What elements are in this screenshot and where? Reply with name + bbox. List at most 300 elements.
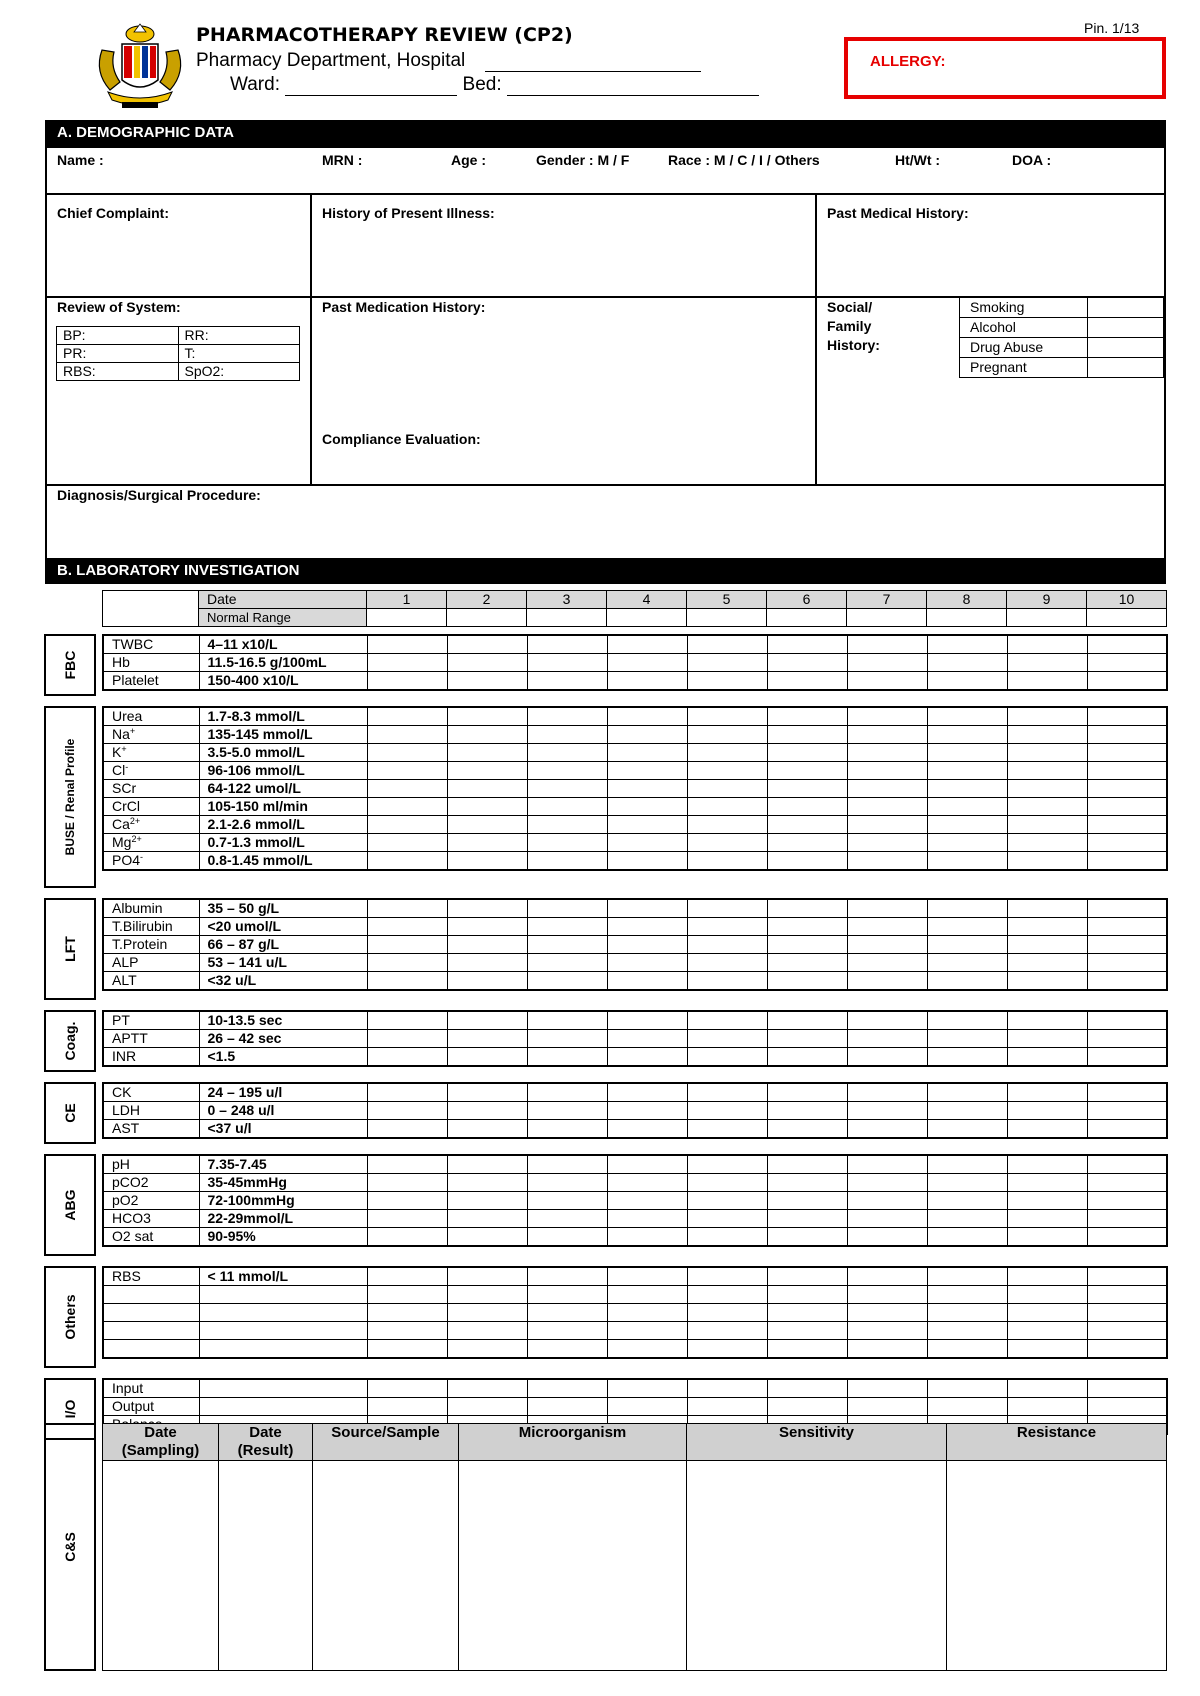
lab-value-cell[interactable] xyxy=(527,1011,607,1030)
lab-value-cell[interactable] xyxy=(367,1340,447,1359)
lab-value-cell[interactable] xyxy=(767,1210,847,1228)
lab-value-cell[interactable] xyxy=(1007,1398,1087,1416)
lab-value-cell[interactable] xyxy=(687,1304,767,1322)
date-entry-cell[interactable] xyxy=(1087,609,1167,627)
lab-value-cell[interactable] xyxy=(847,1192,927,1210)
lab-value-cell[interactable] xyxy=(1007,1192,1087,1210)
lab-value-cell[interactable] xyxy=(527,1155,607,1174)
chief-complaint-label[interactable]: Chief Complaint: xyxy=(57,205,169,221)
lab-value-cell[interactable] xyxy=(367,954,447,972)
date-entry-cell[interactable] xyxy=(447,609,527,627)
lab-value-cell[interactable] xyxy=(847,1304,927,1322)
lab-value-cell[interactable] xyxy=(687,852,767,871)
lab-value-cell[interactable] xyxy=(607,972,687,991)
lab-value-cell[interactable] xyxy=(447,635,527,654)
lab-value-cell[interactable] xyxy=(447,1304,527,1322)
lab-value-cell[interactable] xyxy=(1007,1030,1087,1048)
vital-cell[interactable]: RBS: xyxy=(57,363,179,381)
lab-value-cell[interactable] xyxy=(447,1398,527,1416)
lab-value-cell[interactable] xyxy=(447,954,527,972)
lab-value-cell[interactable] xyxy=(527,1379,607,1398)
lab-value-cell[interactable] xyxy=(1007,1228,1087,1247)
lab-value-cell[interactable] xyxy=(607,1210,687,1228)
lab-value-cell[interactable] xyxy=(1087,1267,1167,1286)
lab-value-cell[interactable] xyxy=(607,1048,687,1067)
lab-value-cell[interactable] xyxy=(687,1120,767,1139)
lab-value-cell[interactable] xyxy=(1007,762,1087,780)
lab-value-cell[interactable] xyxy=(367,1192,447,1210)
lab-value-cell[interactable] xyxy=(1087,1083,1167,1102)
lab-value-cell[interactable] xyxy=(1087,834,1167,852)
lab-value-cell[interactable] xyxy=(927,1048,1007,1067)
lab-value-cell[interactable] xyxy=(607,1267,687,1286)
lab-value-cell[interactable] xyxy=(847,1322,927,1340)
lab-value-cell[interactable] xyxy=(687,1267,767,1286)
lab-value-cell[interactable] xyxy=(527,635,607,654)
lab-value-cell[interactable] xyxy=(1087,1155,1167,1174)
lab-value-cell[interactable] xyxy=(767,1267,847,1286)
lab-value-cell[interactable] xyxy=(1087,798,1167,816)
lab-value-cell[interactable] xyxy=(367,1286,447,1304)
lab-value-cell[interactable] xyxy=(1007,834,1087,852)
vital-cell[interactable]: SpO2: xyxy=(178,363,300,381)
lab-value-cell[interactable] xyxy=(927,654,1007,672)
lab-value-cell[interactable] xyxy=(447,1192,527,1210)
lab-value-cell[interactable] xyxy=(527,954,607,972)
lab-value-cell[interactable] xyxy=(687,1192,767,1210)
lab-value-cell[interactable] xyxy=(687,1030,767,1048)
lab-value-cell[interactable] xyxy=(607,1174,687,1192)
lab-value-cell[interactable] xyxy=(1007,954,1087,972)
lab-value-cell[interactable] xyxy=(687,798,767,816)
date-entry-cell[interactable] xyxy=(767,609,847,627)
lab-value-cell[interactable] xyxy=(447,852,527,871)
lab-value-cell[interactable] xyxy=(927,1102,1007,1120)
lab-value-cell[interactable] xyxy=(847,936,927,954)
lab-value-cell[interactable] xyxy=(527,654,607,672)
lab-value-cell[interactable] xyxy=(1087,918,1167,936)
lab-value-cell[interactable] xyxy=(447,1174,527,1192)
lab-value-cell[interactable] xyxy=(927,1398,1007,1416)
lab-value-cell[interactable] xyxy=(447,936,527,954)
lab-value-cell[interactable] xyxy=(927,1228,1007,1247)
hospital-field[interactable] xyxy=(485,53,701,72)
lab-value-cell[interactable] xyxy=(687,1174,767,1192)
ward-field[interactable] xyxy=(285,77,457,96)
lab-value-cell[interactable] xyxy=(527,1267,607,1286)
lab-value-cell[interactable] xyxy=(447,1030,527,1048)
lab-value-cell[interactable] xyxy=(367,1322,447,1340)
lab-value-cell[interactable] xyxy=(767,1322,847,1340)
doa-label[interactable]: DOA : xyxy=(1012,152,1052,168)
lab-value-cell[interactable] xyxy=(367,798,447,816)
lab-value-cell[interactable] xyxy=(687,918,767,936)
pmh-label[interactable]: Past Medical History: xyxy=(827,205,969,221)
lab-value-cell[interactable] xyxy=(527,1192,607,1210)
lab-value-cell[interactable] xyxy=(687,1011,767,1030)
lab-value-cell[interactable] xyxy=(367,1267,447,1286)
lab-value-cell[interactable] xyxy=(687,707,767,726)
lab-value-cell[interactable] xyxy=(367,1210,447,1228)
lab-value-cell[interactable] xyxy=(527,1083,607,1102)
lab-value-cell[interactable] xyxy=(447,816,527,834)
lab-value-cell[interactable] xyxy=(847,1011,927,1030)
lab-value-cell[interactable] xyxy=(927,1322,1007,1340)
htwt-label[interactable]: Ht/Wt : xyxy=(895,152,941,168)
lab-value-cell[interactable] xyxy=(927,726,1007,744)
lab-value-cell[interactable] xyxy=(1007,972,1087,991)
lab-value-cell[interactable] xyxy=(847,1398,927,1416)
lab-value-cell[interactable] xyxy=(1007,798,1087,816)
lab-value-cell[interactable] xyxy=(847,1120,927,1139)
lab-value-cell[interactable] xyxy=(1007,1379,1087,1398)
lab-value-cell[interactable] xyxy=(1087,726,1167,744)
lab-value-cell[interactable] xyxy=(527,852,607,871)
lab-value-cell[interactable] xyxy=(367,635,447,654)
lab-value-cell[interactable] xyxy=(1007,1048,1087,1067)
lab-value-cell[interactable] xyxy=(527,707,607,726)
lab-value-cell[interactable] xyxy=(367,1048,447,1067)
bed-field[interactable] xyxy=(507,77,759,96)
cs-entry-cell[interactable] xyxy=(219,1461,313,1671)
lab-value-cell[interactable] xyxy=(767,1048,847,1067)
gender-label[interactable]: Gender : M / F xyxy=(536,152,630,168)
ros-label[interactable]: Review of System: xyxy=(57,299,181,315)
lab-value-cell[interactable] xyxy=(927,899,1007,918)
lab-value-cell[interactable] xyxy=(767,816,847,834)
lab-value-cell[interactable] xyxy=(367,1030,447,1048)
lab-value-cell[interactable] xyxy=(607,1322,687,1340)
cs-entry-cell[interactable] xyxy=(313,1461,459,1671)
social-item-value[interactable] xyxy=(1088,358,1164,378)
lab-value-cell[interactable] xyxy=(847,726,927,744)
lab-value-cell[interactable] xyxy=(447,1322,527,1340)
lab-value-cell[interactable] xyxy=(447,1228,527,1247)
vital-cell[interactable]: RR: xyxy=(178,327,300,345)
lab-value-cell[interactable] xyxy=(847,816,927,834)
lab-value-cell[interactable] xyxy=(367,762,447,780)
lab-value-cell[interactable] xyxy=(687,816,767,834)
lab-value-cell[interactable] xyxy=(607,780,687,798)
vital-cell[interactable]: PR: xyxy=(57,345,179,363)
lab-value-cell[interactable] xyxy=(767,744,847,762)
date-entry-cell[interactable] xyxy=(1007,609,1087,627)
lab-value-cell[interactable] xyxy=(927,918,1007,936)
lab-value-cell[interactable] xyxy=(367,1155,447,1174)
lab-value-cell[interactable] xyxy=(1087,780,1167,798)
lab-value-cell[interactable] xyxy=(687,1286,767,1304)
lab-value-cell[interactable] xyxy=(1087,762,1167,780)
lab-value-cell[interactable] xyxy=(687,1228,767,1247)
lab-value-cell[interactable] xyxy=(927,1267,1007,1286)
lab-value-cell[interactable] xyxy=(527,1340,607,1359)
lab-value-cell[interactable] xyxy=(687,1398,767,1416)
mrn-label[interactable]: MRN : xyxy=(322,152,363,168)
lab-value-cell[interactable] xyxy=(1087,1379,1167,1398)
lab-value-cell[interactable] xyxy=(927,834,1007,852)
lab-value-cell[interactable] xyxy=(607,1030,687,1048)
lab-value-cell[interactable] xyxy=(607,654,687,672)
lab-value-cell[interactable] xyxy=(607,798,687,816)
cs-entry-cell[interactable] xyxy=(459,1461,687,1671)
lab-value-cell[interactable] xyxy=(367,780,447,798)
lab-value-cell[interactable] xyxy=(1007,1304,1087,1322)
lab-value-cell[interactable] xyxy=(767,1030,847,1048)
lab-value-cell[interactable] xyxy=(447,744,527,762)
lab-value-cell[interactable] xyxy=(367,1011,447,1030)
date-entry-cell[interactable] xyxy=(607,609,687,627)
lab-value-cell[interactable] xyxy=(847,852,927,871)
lab-value-cell[interactable] xyxy=(847,798,927,816)
lab-value-cell[interactable] xyxy=(607,1083,687,1102)
lab-value-cell[interactable] xyxy=(527,798,607,816)
lab-value-cell[interactable] xyxy=(607,834,687,852)
lab-value-cell[interactable] xyxy=(687,972,767,991)
lab-value-cell[interactable] xyxy=(927,816,1007,834)
lab-value-cell[interactable] xyxy=(607,635,687,654)
lab-value-cell[interactable] xyxy=(767,954,847,972)
lab-value-cell[interactable] xyxy=(847,1083,927,1102)
lab-value-cell[interactable] xyxy=(1007,635,1087,654)
lab-value-cell[interactable] xyxy=(367,1102,447,1120)
lab-value-cell[interactable] xyxy=(1007,654,1087,672)
lab-value-cell[interactable] xyxy=(687,936,767,954)
lab-value-cell[interactable] xyxy=(767,707,847,726)
lab-value-cell[interactable] xyxy=(1007,1174,1087,1192)
lab-value-cell[interactable] xyxy=(1087,1304,1167,1322)
lab-value-cell[interactable] xyxy=(927,1340,1007,1359)
lab-value-cell[interactable] xyxy=(607,1102,687,1120)
compliance-label[interactable]: Compliance Evaluation: xyxy=(322,431,481,447)
lab-value-cell[interactable] xyxy=(447,1048,527,1067)
lab-value-cell[interactable] xyxy=(1007,780,1087,798)
lab-value-cell[interactable] xyxy=(447,1340,527,1359)
lab-value-cell[interactable] xyxy=(1087,1192,1167,1210)
lab-value-cell[interactable] xyxy=(1007,1267,1087,1286)
lab-value-cell[interactable] xyxy=(927,936,1007,954)
vital-cell[interactable]: T: xyxy=(178,345,300,363)
lab-value-cell[interactable] xyxy=(1087,1210,1167,1228)
lab-value-cell[interactable] xyxy=(607,816,687,834)
lab-value-cell[interactable] xyxy=(607,1286,687,1304)
lab-value-cell[interactable] xyxy=(447,1155,527,1174)
lab-value-cell[interactable] xyxy=(1087,1398,1167,1416)
lab-value-cell[interactable] xyxy=(847,899,927,918)
lab-value-cell[interactable] xyxy=(367,707,447,726)
lab-value-cell[interactable] xyxy=(927,672,1007,691)
lab-value-cell[interactable] xyxy=(1007,744,1087,762)
lab-value-cell[interactable] xyxy=(1007,816,1087,834)
cs-entry-cell[interactable] xyxy=(687,1461,947,1671)
lab-value-cell[interactable] xyxy=(927,798,1007,816)
lab-value-cell[interactable] xyxy=(687,635,767,654)
lab-value-cell[interactable] xyxy=(527,816,607,834)
lab-value-cell[interactable] xyxy=(767,1286,847,1304)
lab-value-cell[interactable] xyxy=(687,1322,767,1340)
lab-value-cell[interactable] xyxy=(767,762,847,780)
lab-value-cell[interactable] xyxy=(927,1286,1007,1304)
lab-value-cell[interactable] xyxy=(1087,1030,1167,1048)
lab-value-cell[interactable] xyxy=(927,635,1007,654)
lab-value-cell[interactable] xyxy=(687,744,767,762)
lab-value-cell[interactable] xyxy=(607,1379,687,1398)
lab-value-cell[interactable] xyxy=(1087,1102,1167,1120)
lab-value-cell[interactable] xyxy=(847,1267,927,1286)
lab-value-cell[interactable] xyxy=(847,1379,927,1398)
lab-value-cell[interactable] xyxy=(527,1322,607,1340)
lab-value-cell[interactable] xyxy=(1087,1011,1167,1030)
lab-value-cell[interactable] xyxy=(1007,726,1087,744)
lab-value-cell[interactable] xyxy=(687,899,767,918)
lab-value-cell[interactable] xyxy=(1087,1322,1167,1340)
lab-value-cell[interactable] xyxy=(367,726,447,744)
lab-value-cell[interactable] xyxy=(607,744,687,762)
lab-value-cell[interactable] xyxy=(527,1048,607,1067)
lab-value-cell[interactable] xyxy=(767,798,847,816)
lab-value-cell[interactable] xyxy=(1007,1011,1087,1030)
lab-value-cell[interactable] xyxy=(447,1267,527,1286)
lab-value-cell[interactable] xyxy=(767,899,847,918)
lab-value-cell[interactable] xyxy=(927,1120,1007,1139)
lab-value-cell[interactable] xyxy=(767,852,847,871)
diagnosis-label[interactable]: Diagnosis/Surgical Procedure: xyxy=(57,487,261,503)
lab-value-cell[interactable] xyxy=(1007,1286,1087,1304)
lab-value-cell[interactable] xyxy=(527,1286,607,1304)
lab-value-cell[interactable] xyxy=(927,1379,1007,1398)
lab-value-cell[interactable] xyxy=(767,1340,847,1359)
lab-value-cell[interactable] xyxy=(847,672,927,691)
lab-value-cell[interactable] xyxy=(1087,1340,1167,1359)
lab-value-cell[interactable] xyxy=(367,834,447,852)
date-entry-cell[interactable] xyxy=(927,609,1007,627)
lab-value-cell[interactable] xyxy=(847,1030,927,1048)
lab-value-cell[interactable] xyxy=(1087,744,1167,762)
lab-value-cell[interactable] xyxy=(447,798,527,816)
lab-value-cell[interactable] xyxy=(927,707,1007,726)
lab-value-cell[interactable] xyxy=(367,852,447,871)
lab-value-cell[interactable] xyxy=(447,726,527,744)
lab-value-cell[interactable] xyxy=(767,1102,847,1120)
lab-value-cell[interactable] xyxy=(687,1048,767,1067)
lab-value-cell[interactable] xyxy=(927,744,1007,762)
lab-value-cell[interactable] xyxy=(1007,936,1087,954)
lab-value-cell[interactable] xyxy=(1087,972,1167,991)
lab-value-cell[interactable] xyxy=(607,954,687,972)
lab-value-cell[interactable] xyxy=(527,936,607,954)
date-entry-cell[interactable] xyxy=(527,609,607,627)
lab-value-cell[interactable] xyxy=(767,834,847,852)
hpi-label[interactable]: History of Present Illness: xyxy=(322,205,495,221)
lab-value-cell[interactable] xyxy=(1007,899,1087,918)
lab-value-cell[interactable] xyxy=(527,1304,607,1322)
lab-value-cell[interactable] xyxy=(1007,707,1087,726)
lab-value-cell[interactable] xyxy=(367,816,447,834)
lab-value-cell[interactable] xyxy=(607,1304,687,1322)
lab-value-cell[interactable] xyxy=(607,852,687,871)
lab-value-cell[interactable] xyxy=(607,1340,687,1359)
lab-value-cell[interactable] xyxy=(527,1228,607,1247)
cs-entry-cell[interactable] xyxy=(103,1461,219,1671)
vital-cell[interactable]: BP: xyxy=(57,327,179,345)
lab-value-cell[interactable] xyxy=(687,1210,767,1228)
lab-value-cell[interactable] xyxy=(847,1228,927,1247)
lab-value-cell[interactable] xyxy=(527,762,607,780)
lab-value-cell[interactable] xyxy=(767,1379,847,1398)
lab-value-cell[interactable] xyxy=(927,1083,1007,1102)
lab-value-cell[interactable] xyxy=(1007,1322,1087,1340)
lab-value-cell[interactable] xyxy=(607,672,687,691)
past-medication-label[interactable]: Past Medication History: xyxy=(322,299,486,315)
lab-value-cell[interactable] xyxy=(1087,707,1167,726)
date-entry-cell[interactable] xyxy=(847,609,927,627)
lab-value-cell[interactable] xyxy=(1087,1120,1167,1139)
lab-value-cell[interactable] xyxy=(767,1304,847,1322)
lab-value-cell[interactable] xyxy=(687,1340,767,1359)
lab-value-cell[interactable] xyxy=(447,672,527,691)
lab-value-cell[interactable] xyxy=(847,1210,927,1228)
lab-value-cell[interactable] xyxy=(1007,852,1087,871)
age-label[interactable]: Age : xyxy=(451,152,486,168)
lab-value-cell[interactable] xyxy=(847,1286,927,1304)
lab-value-cell[interactable] xyxy=(767,936,847,954)
lab-value-cell[interactable] xyxy=(687,726,767,744)
social-item-value[interactable] xyxy=(1088,298,1164,318)
lab-value-cell[interactable] xyxy=(1087,1228,1167,1247)
lab-value-cell[interactable] xyxy=(447,1083,527,1102)
lab-value-cell[interactable] xyxy=(847,780,927,798)
lab-value-cell[interactable] xyxy=(447,972,527,991)
lab-value-cell[interactable] xyxy=(527,1174,607,1192)
lab-value-cell[interactable] xyxy=(607,1120,687,1139)
lab-value-cell[interactable] xyxy=(447,1120,527,1139)
lab-value-cell[interactable] xyxy=(447,1210,527,1228)
lab-value-cell[interactable] xyxy=(927,954,1007,972)
lab-value-cell[interactable] xyxy=(607,1155,687,1174)
lab-value-cell[interactable] xyxy=(527,834,607,852)
lab-value-cell[interactable] xyxy=(847,1340,927,1359)
lab-value-cell[interactable] xyxy=(1007,1083,1087,1102)
lab-value-cell[interactable] xyxy=(367,654,447,672)
lab-value-cell[interactable] xyxy=(1087,852,1167,871)
name-label[interactable]: Name : xyxy=(57,152,104,168)
lab-value-cell[interactable] xyxy=(687,834,767,852)
lab-value-cell[interactable] xyxy=(367,1228,447,1247)
lab-value-cell[interactable] xyxy=(447,918,527,936)
lab-value-cell[interactable] xyxy=(607,899,687,918)
lab-value-cell[interactable] xyxy=(607,762,687,780)
lab-value-cell[interactable] xyxy=(367,1120,447,1139)
lab-value-cell[interactable] xyxy=(447,1379,527,1398)
lab-value-cell[interactable] xyxy=(367,972,447,991)
lab-value-cell[interactable] xyxy=(847,744,927,762)
lab-value-cell[interactable] xyxy=(367,1379,447,1398)
lab-value-cell[interactable] xyxy=(847,972,927,991)
lab-value-cell[interactable] xyxy=(1087,1286,1167,1304)
lab-value-cell[interactable] xyxy=(767,1174,847,1192)
lab-value-cell[interactable] xyxy=(1007,1155,1087,1174)
lab-value-cell[interactable] xyxy=(607,936,687,954)
lab-value-cell[interactable] xyxy=(527,744,607,762)
lab-value-cell[interactable] xyxy=(367,899,447,918)
social-item-value[interactable] xyxy=(1088,338,1164,358)
lab-value-cell[interactable] xyxy=(927,780,1007,798)
lab-value-cell[interactable] xyxy=(687,672,767,691)
lab-value-cell[interactable] xyxy=(447,654,527,672)
lab-value-cell[interactable] xyxy=(367,672,447,691)
cs-entry-cell[interactable] xyxy=(947,1461,1167,1671)
lab-value-cell[interactable] xyxy=(767,726,847,744)
lab-value-cell[interactable] xyxy=(927,1304,1007,1322)
